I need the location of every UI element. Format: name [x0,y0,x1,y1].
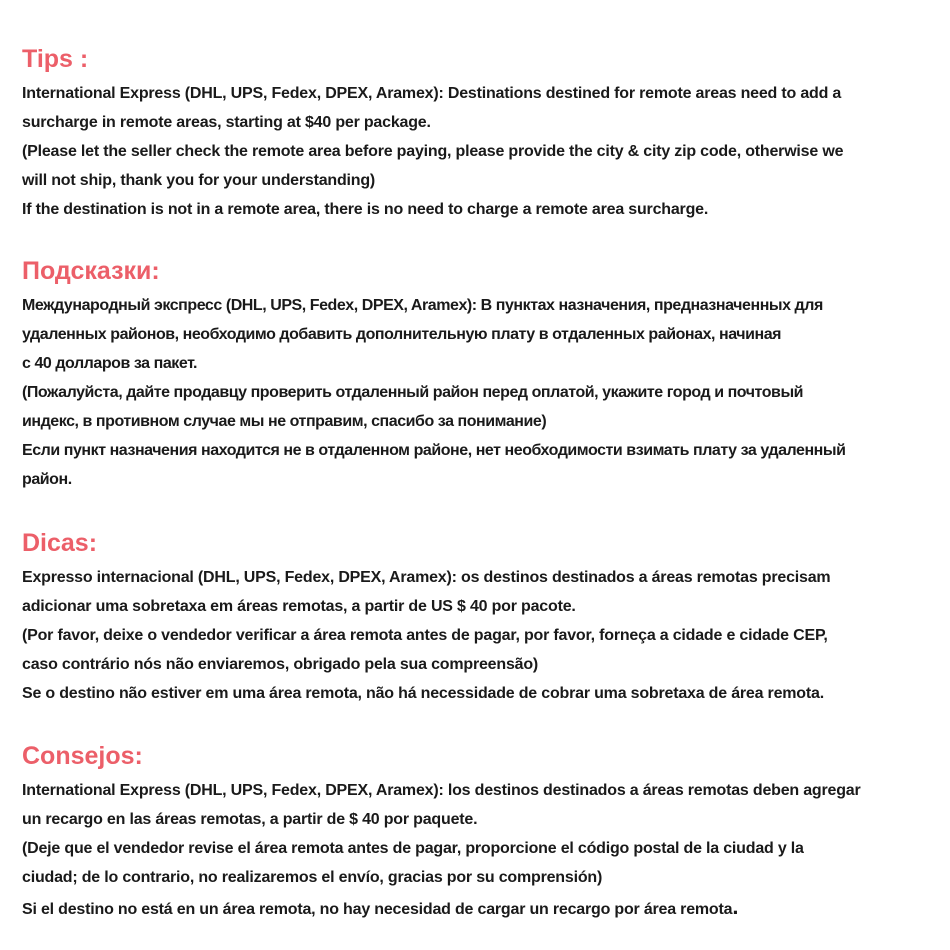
text-line: If the destination is not in a remote area, there is no need to charge a remote area surcharge. [22,201,709,218]
text-line-fragment: Si el destino no está en un área remota, no hay necesidad de cargar un recargo por área remota [22,901,733,918]
text-line: caso contrário nós não enviaremos, obrigado pela sua compreensão) [22,656,539,673]
section-tips-spanish [22,741,936,924]
text-line: will not ship, thank you for your understanding) [22,172,376,189]
tips-portuguese-heading: Dicas: [22,529,98,557]
section-tips-russian [22,256,936,494]
text-line: (Por favor, deixe o vendedor verificar a área remota antes de pagar, por favor, forneça a cidade e cidade CEP, [22,627,828,644]
section-tips-portuguese [22,528,936,708]
text-line: (Deje que el vendedor revise el área remota antes de pagar, proporcione el código postal de la ciudad y la [22,840,804,857]
text-line: Международный экспресс (DHL, UPS, Fedex, DPEX, Aramex): В пунктах назначения, предназначенных для [22,297,823,314]
text-line: Se o destino não estiver em uma área remota, não há necessidade de cobrar uma sobretaxa de área remota. [22,685,824,702]
tips-english-heading: Tips : [22,45,89,73]
text-line: International Express (DHL, UPS, Fedex, DPEX, Aramex): los destinos destinados a áreas remotas deben agregar [22,782,861,799]
text-line [22,892,936,924]
text-line: Если пункт назначения находится не в отдаленном районе, нет необходимости взимать плату за удаленный [22,442,846,459]
text-line: (Please let the seller check the remote area before paying, please provide the city & city zip code, otherwise we [22,143,844,160]
text-line: удаленных районов, необходимо добавить дополнительную плату в отдаленных районах, начиная [22,326,782,343]
text-line: с 40 долларов за пакет. [22,355,198,372]
text-line: район. [22,471,72,488]
text-line: adicionar uma sobretaxa em áreas remotas, a partir de US $ 40 por pacote. [22,598,576,615]
text-line: surcharge in remote areas, starting at $40 per package. [22,114,431,131]
text-line: ciudad; de lo contrario, no realizaremos el envío, gracias por su comprensión) [22,869,603,886]
text-line: (Пожалуйста, дайте продавцу проверить отдаленный район перед оплатой, укажите город и почтовый [22,384,804,401]
text-line: International Express (DHL, UPS, Fedex, DPEX, Aramex): Destinations destined for remote areas need to add a [22,85,842,102]
text-line: индекс, в противном случае мы не отправим, спасибо за понимание) [22,413,547,430]
section-tips-english [22,44,936,224]
emphasized-period: . [732,894,739,919]
tips-russian-heading: Подсказки: [22,257,160,285]
tips-spanish-heading: Consejos: [22,742,143,770]
text-line: Expresso internacional (DHL, UPS, Fedex, DPEX, Aramex): os destinos destinados a áreas remotas precisam [22,569,831,586]
text-line: un recargo en las áreas remotas, a partir de $ 40 por paquete. [22,811,478,828]
